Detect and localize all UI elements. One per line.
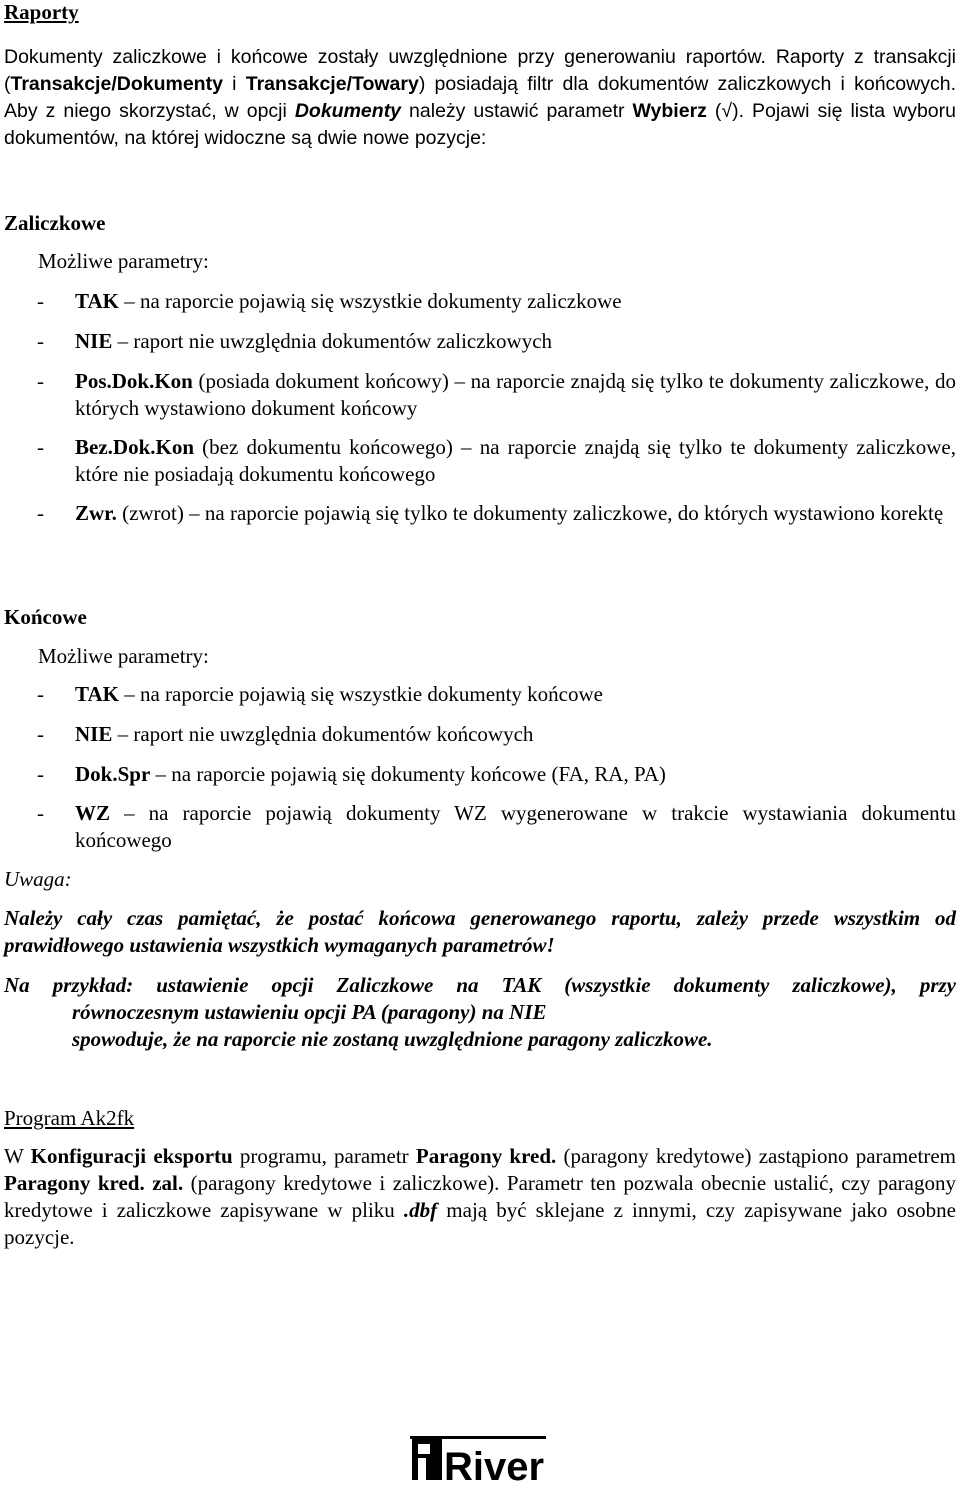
river-logo	[410, 1436, 546, 1482]
river-logo-text: River	[444, 1445, 544, 1482]
koncowe-list	[4, 681, 956, 854]
ak2fk-paragraph: W Konfiguracji eksportu programu, parametr Paragony kred. (paragony kredytowe) zastąpiono parametrem Paragony kred. zal. (paragony kredytowe i zaliczkowe). Parametr ten pozwala obecnie ustalić, czy paragony kredytowe i zaliczkowe zapisywane w pliku .dbf mają być sklejane z innymi, czy zapisywane jako osobne pozycje.	[4, 1144, 956, 1249]
list-item: - WZ – na raporcie pojawią dokumenty WZ wygenerowane w trakcie wystawiania dokumentu końcowego	[37, 801, 956, 852]
list-item: - TAK – na raporcie pojawią się wszystkie dokumenty zaliczkowe	[37, 289, 622, 313]
uwaga-example: Na przykład: ustawienie opcji Zaliczkowe na TAK (wszystkie dokumenty zaliczkowe), przy równoczesnym ustawieniu opcji PA (paragony) na NIE spowoduje, że na raporcie nie zostaną uwzględnione paragony zaliczkowe.	[4, 973, 956, 1051]
uwaga-label: Uwaga:	[4, 867, 72, 891]
list-item: - Pos.Dok.Kon (posiada dokument końcowy) – na raporcie znajdą się tylko te dokumenty zaliczkowe, do których wystawiono dokument końcowy	[37, 369, 956, 420]
zaliczkowe-title: Zaliczkowe	[4, 211, 106, 235]
list-item: - Zwr. (zwrot) – na raporcie pojawią się tylko te dokumenty zaliczkowe, do których wystawiono korektę	[37, 501, 944, 525]
raporty-heading: Raporty	[4, 0, 79, 24]
ak2fk-heading: Program Ak2fk	[4, 1106, 135, 1130]
zaliczkowe-list	[4, 288, 956, 527]
koncowe-title: Końcowe	[4, 605, 87, 629]
list-item: - NIE – raport nie uwzględnia dokumentów końcowych	[37, 722, 534, 746]
zaliczkowe-params-label: Możliwe parametry:	[38, 249, 209, 273]
list-item: - TAK – na raporcie pojawią się wszystkie dokumenty końcowe	[37, 682, 603, 706]
uwaga-note: Należy cały czas pamiętać, że postać końcowa generowanego raportu, zależy przede wszystkim od prawidłowego ustawienia wszystkich wymaganych parametrów!	[4, 906, 956, 957]
koncowe-params-label: Możliwe parametry:	[38, 644, 209, 668]
list-item: - NIE – raport nie uwzględnia dokumentów zaliczkowych	[37, 329, 553, 353]
raporty-paragraph: Dokumenty zaliczkowe i końcowe zostały uwzględnione przy generowaniu raportów. Raporty z transakcji (Transakcje/Dokumenty i Transakcje/Towary) posiadają filtr dla dokumentów zaliczkowych i końcowych. Aby z niego skorzystać, w opcji Dokumenty należy ustawić parametr Wybierz (√). Pojawi się lista wyboru dokumentów, na której widoczne są dwie nowe pozycje:	[4, 46, 956, 149]
list-item: - Dok.Spr – na raporcie pojawią się dokumenty końcowe (FA, RA, PA)	[37, 762, 666, 786]
list-item: - Bez.Dok.Kon (bez dokumentu końcowego) – na raporcie znajdą się tylko te dokumenty zaliczkowe, które nie posiadają dokumentu końcowego	[37, 435, 956, 486]
